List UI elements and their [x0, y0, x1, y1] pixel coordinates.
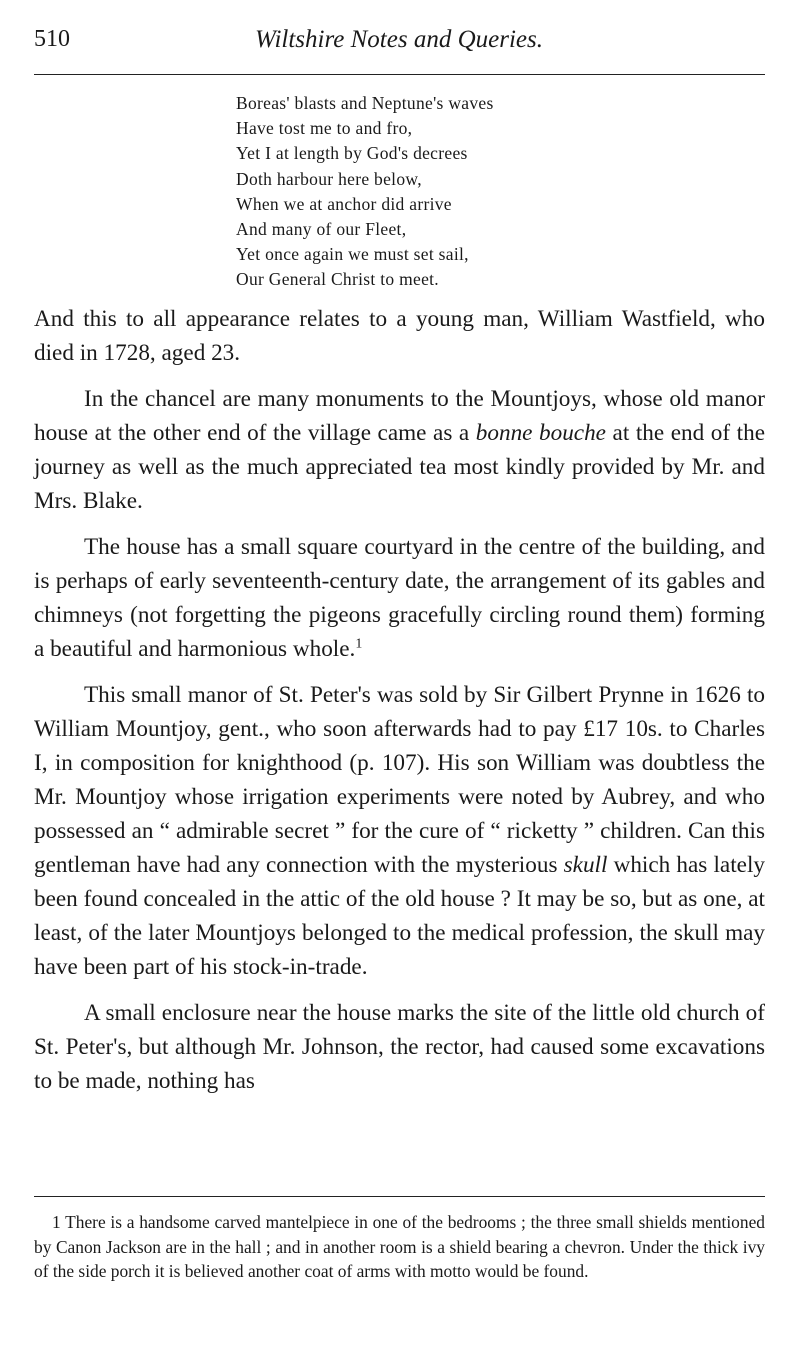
verse-line: Yet I at length by God's decrees	[236, 143, 468, 164]
verse-line: When we at anchor did arrive	[236, 193, 452, 214]
footnote-marker: 1	[52, 1212, 61, 1232]
text-run: The house has a small square courtyard in the centre of the building, and is perhaps of early seventeenth-century date, the arrangement of its gables and chimneys (not forgetting the pigeons gracefully circling round them) forming a beautiful and harmonious whole.	[34, 534, 765, 662]
footnotes	[34, 1210, 765, 1284]
epitaph-verse	[236, 91, 494, 293]
italic-phrase: skull	[563, 852, 608, 878]
verse-line: Our General Christ to meet.	[236, 269, 439, 290]
verse-line: Boreas' blasts and Neptune's waves	[236, 93, 494, 113]
paragraph: And this to all appearance relates to a young man, William Wastfield, who died in 1728, aged 23.	[34, 306, 765, 366]
text-run: which has lately been found concealed in the attic of the old house ? It may be so, but as one, at least, of the later Mountjoys belonged to the medical profession, the skull may have been part of his stock-in-trade.	[34, 852, 765, 980]
paragraph	[34, 382, 765, 518]
text-run: at the end of the journey as well as the much appreciated tea most kindly provided by Mr. and Mrs. Blake.	[34, 420, 765, 514]
paragraph: A small enclosure near the house marks the site of the little old church of St. Peter's, but although Mr. Johnson, the rector, had caused some excavations to be made, nothing has	[34, 1000, 765, 1094]
footnote	[34, 1210, 765, 1284]
verse-line: Have tost me to and fro,	[236, 118, 413, 139]
running-title: Wiltshire Notes and Queries.	[255, 26, 543, 53]
footnote-text: There is a handsome carved mantelpiece in one of the bedrooms ; the three small shields mentioned by Canon Jackson are in the hall ; and in another room is a shield bearing a chevron. Under the thick ivy of the side porch it is believed another coat of arms with motto would be found.	[34, 1212, 765, 1281]
body-text	[34, 302, 765, 1110]
verse-line: Yet once again we must set sail,	[236, 244, 469, 265]
text-run: In the chancel are many monuments to the Mountjoys, whose old manor house at the other end of the village came as a	[34, 386, 765, 446]
page-header	[34, 26, 764, 62]
footnote-rule	[34, 1196, 765, 1197]
paragraph	[34, 530, 765, 666]
italic-phrase: bonne bouche	[475, 420, 606, 446]
verse-line: Doth harbour here below,	[236, 168, 422, 189]
paragraph	[34, 678, 765, 984]
footnote-reference: 1	[355, 636, 363, 652]
page-number: 510	[34, 26, 70, 52]
verse-line: And many of our Fleet,	[236, 219, 407, 240]
text-run: This small manor of St. Peter's was sold by Sir Gilbert Prynne in 1626 to William Mountjoy, gent., who soon afterwards had to pay £17 10s. to Charles I, in composition for knighthood (p. 107). His son William was doubtless the Mr. Mountjoy whose irrigation experiments were noted by Aubrey, and who possessed an “ admirable secret ” for the cure of “ ricketty ” children. Can this gentleman have had any connection with the mysterious	[34, 682, 765, 878]
header-rule	[34, 74, 765, 75]
